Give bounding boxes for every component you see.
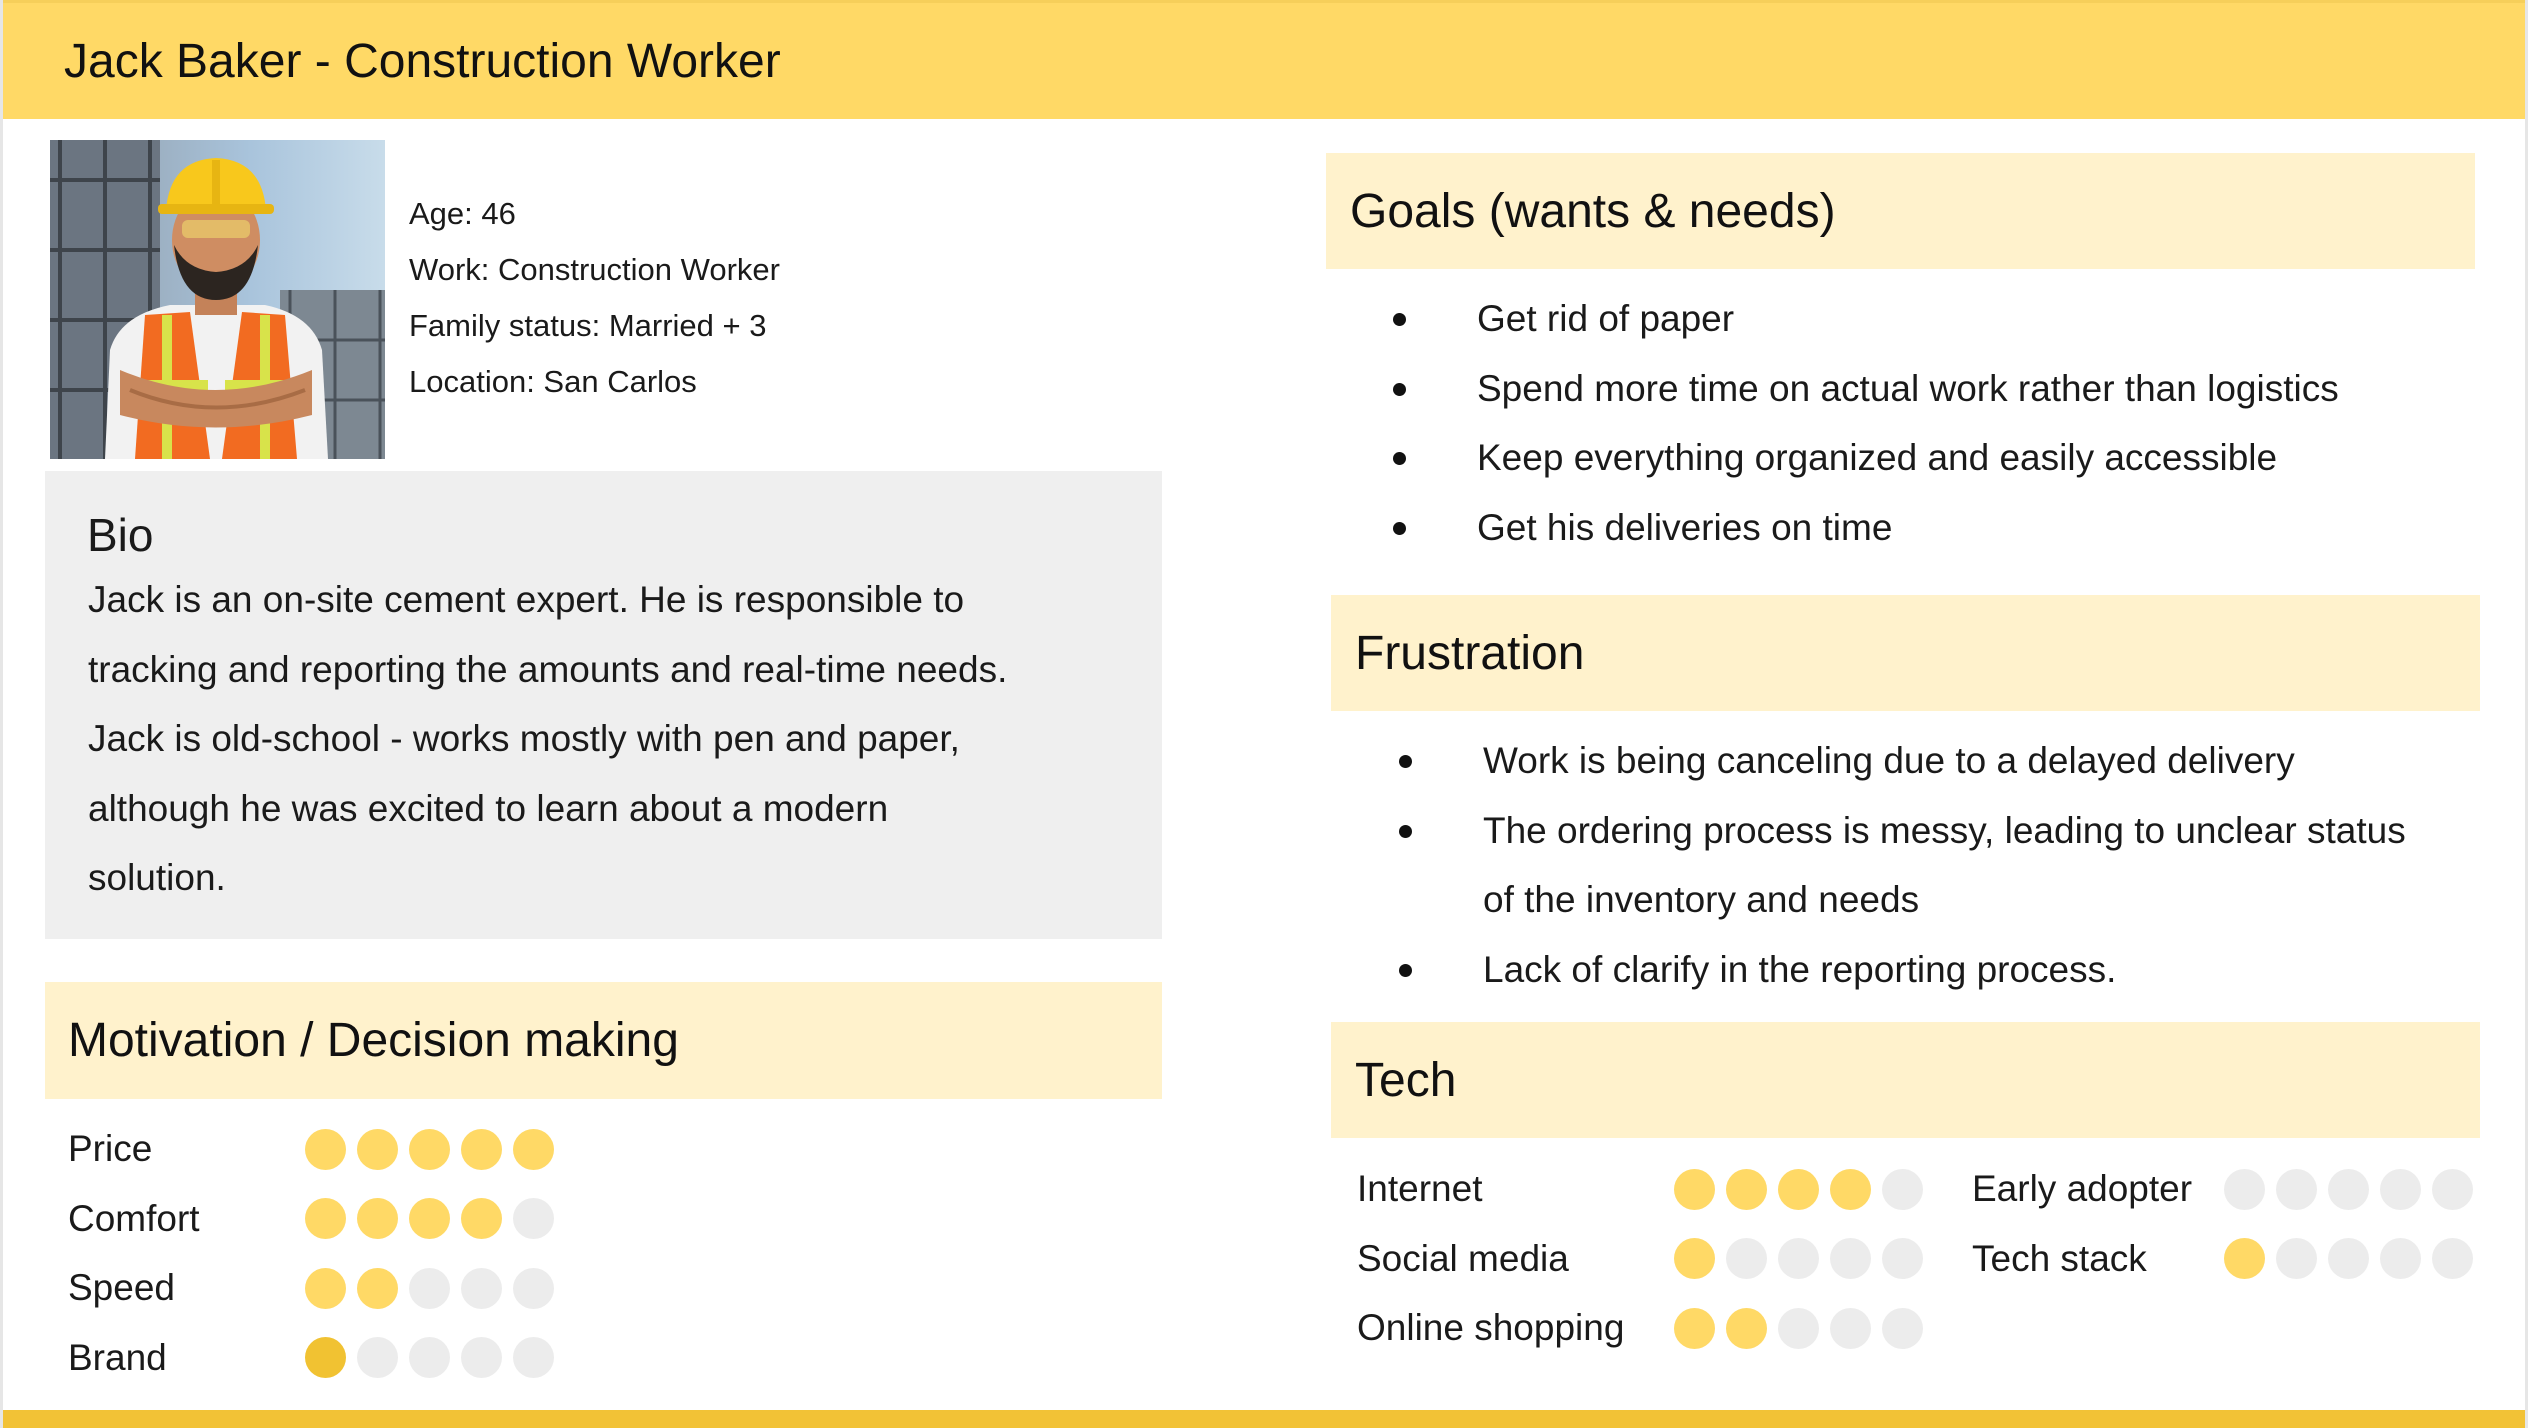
rating-dots: [1674, 1169, 1923, 1210]
bio-text: [88, 565, 1148, 913]
age-text: Age: 46: [409, 196, 516, 231]
rating-dot-filled-icon: [461, 1198, 502, 1239]
rating-dot-empty-icon: [2328, 1169, 2369, 1210]
bio-title: Bio: [87, 509, 154, 561]
rating-dot-filled-icon: [2224, 1238, 2265, 1279]
rating-dot-empty-icon: [1726, 1238, 1767, 1279]
construction-worker-photo: [50, 140, 385, 459]
rating-dot-empty-icon: [2432, 1238, 2473, 1279]
rating-dot-empty-icon: [1882, 1169, 1923, 1210]
location-text: Location: San Carlos: [409, 364, 697, 399]
motivation-header: [45, 982, 1162, 1099]
rating-dot-empty-icon: [513, 1268, 554, 1309]
bullet-icon: [1393, 452, 1406, 465]
rating-dot-filled-icon: [357, 1268, 398, 1309]
rating-row: [68, 1124, 565, 1174]
rating-label: Social media: [1357, 1237, 1569, 1279]
rating-row: [68, 1263, 565, 1313]
header-bar: [3, 0, 2525, 119]
rating-dot-filled-icon: [513, 1129, 554, 1170]
rating-dot-filled-icon: [305, 1198, 346, 1239]
rating-dots: [1674, 1238, 1923, 1279]
goal-item: Keep everything organized and easily accessible: [1393, 423, 2339, 493]
rating-dots: [305, 1268, 554, 1309]
rating-dot-empty-icon: [357, 1337, 398, 1378]
rating-dot-empty-icon: [1778, 1308, 1819, 1349]
rating-dots: [1674, 1308, 1923, 1349]
rating-label: Online shopping: [1357, 1307, 1625, 1348]
bio-line: solution.: [88, 857, 226, 898]
bullet-icon: [1399, 964, 1412, 977]
rating-dot-empty-icon: [2224, 1169, 2265, 1210]
rating-dot-empty-icon: [2276, 1238, 2317, 1279]
bio-line: tracking and reporting the amounts and real-time needs.: [88, 648, 1008, 690]
rating-row: [1972, 1234, 2484, 1284]
frustration-item: Work is being canceling due to a delayed delivery: [1399, 726, 2406, 796]
rating-dot-filled-icon: [1726, 1169, 1767, 1210]
rating-dot-empty-icon: [513, 1337, 554, 1378]
motivation-title: Motivation / Decision making: [68, 1014, 679, 1067]
rating-dot-filled-icon: [461, 1129, 502, 1170]
goal-item: Spend more time on actual work rather than logistics: [1393, 354, 2339, 424]
rating-dot-filled-icon: [409, 1129, 450, 1170]
rating-label: Tech stack: [1972, 1237, 2147, 1279]
rating-dot-empty-icon: [409, 1337, 450, 1378]
rating-dot-empty-icon: [1778, 1238, 1819, 1279]
rating-row: [68, 1333, 565, 1383]
rating-dots: [305, 1129, 554, 1170]
bio-line: Jack is an on-site cement expert. He is responsible to: [88, 579, 965, 620]
rating-dot-empty-icon: [1882, 1238, 1923, 1279]
rating-label: Comfort: [68, 1197, 200, 1239]
rating-row: [68, 1194, 565, 1244]
frustration-item: The ordering process is messy, leading to unclear status of the inventory and needs: [1399, 796, 2406, 935]
rating-label: Internet: [1357, 1168, 1483, 1209]
rating-dot-filled-icon: [1726, 1308, 1767, 1349]
bio-line: Jack is old-school - works mostly with pen and paper,: [88, 718, 960, 759]
rating-label: Early adopter: [1972, 1168, 2193, 1209]
rating-label: Brand: [68, 1336, 167, 1378]
rating-dot-filled-icon: [305, 1129, 346, 1170]
rating-row: [1357, 1234, 1934, 1284]
rating-dot-empty-icon: [461, 1268, 502, 1309]
bullet-icon: [1399, 825, 1412, 838]
rating-dots: [305, 1337, 554, 1378]
rating-row: [1357, 1164, 1934, 1214]
bottom-bar: [3, 1410, 2525, 1428]
rating-dot-empty-icon: [513, 1198, 554, 1239]
family-status-text: Family status: Married + 3: [409, 308, 767, 343]
rating-dot-empty-icon: [461, 1337, 502, 1378]
goals-list: [1393, 284, 2339, 562]
rating-dot-empty-icon: [1882, 1308, 1923, 1349]
tech-header: [1331, 1022, 2480, 1138]
tech-title: Tech: [1355, 1053, 1457, 1107]
rating-label: Speed: [68, 1267, 175, 1308]
bio-line: although he was excited to learn about a modern: [88, 787, 889, 829]
rating-dot-empty-icon: [2380, 1169, 2421, 1210]
profile-info: [409, 186, 780, 410]
goals-title: Goals (wants & needs): [1350, 184, 1836, 238]
frustration-list: [1399, 726, 2406, 1004]
rating-dots: [305, 1198, 554, 1239]
bullet-icon: [1393, 522, 1406, 535]
rating-dot-filled-icon: [305, 1337, 346, 1378]
rating-row: [1357, 1303, 1934, 1353]
rating-dot-filled-icon: [1830, 1169, 1871, 1210]
rating-dot-empty-icon: [2328, 1238, 2369, 1279]
goals-header: [1326, 153, 2475, 269]
bullet-icon: [1393, 313, 1406, 326]
goal-item: Get his deliveries on time: [1393, 493, 2339, 563]
rating-dots: [2224, 1169, 2473, 1210]
rating-dots: [2224, 1238, 2473, 1279]
rating-row: [1972, 1164, 2484, 1214]
page-title: Jack Baker - Construction Worker: [64, 35, 781, 88]
goal-item: Get rid of paper: [1393, 284, 2339, 354]
rating-dot-filled-icon: [1674, 1238, 1715, 1279]
rating-dot-filled-icon: [357, 1198, 398, 1239]
bio-section: [45, 471, 1162, 939]
rating-dot-empty-icon: [1830, 1308, 1871, 1349]
work-text: Work: Construction Worker: [409, 252, 780, 287]
rating-dot-empty-icon: [2276, 1169, 2317, 1210]
rating-dot-filled-icon: [1674, 1169, 1715, 1210]
rating-dot-filled-icon: [1674, 1308, 1715, 1349]
rating-dot-filled-icon: [305, 1268, 346, 1309]
rating-dot-empty-icon: [1830, 1238, 1871, 1279]
frustration-item: Lack of clarify in the reporting process.: [1399, 935, 2406, 1005]
rating-dot-filled-icon: [1778, 1169, 1819, 1210]
bullet-icon: [1399, 755, 1412, 768]
rating-dot-filled-icon: [409, 1198, 450, 1239]
rating-dot-empty-icon: [409, 1268, 450, 1309]
rating-dot-filled-icon: [357, 1129, 398, 1170]
rating-label: Price: [68, 1128, 153, 1169]
rating-dot-empty-icon: [2432, 1169, 2473, 1210]
frustration-title: Frustration: [1355, 626, 1585, 680]
rating-dot-empty-icon: [2380, 1238, 2421, 1279]
bullet-icon: [1393, 383, 1406, 396]
frustration-header: [1331, 595, 2480, 711]
